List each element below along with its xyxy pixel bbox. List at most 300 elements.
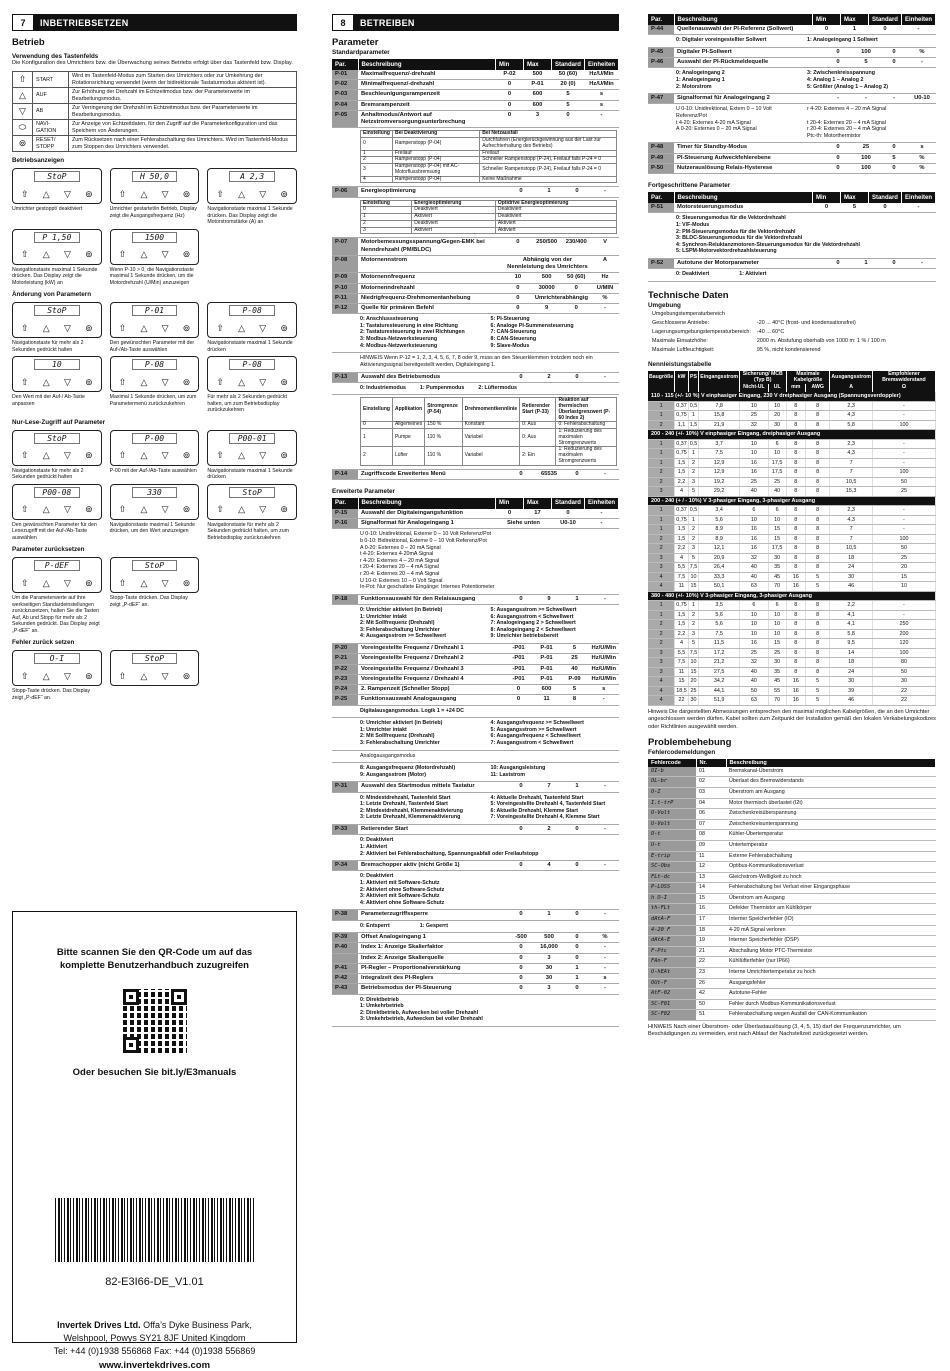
key-description: Zum Rücksetzen nach einer Fehlerabschaltung des Umrichters. Wird im Tastenfeld-Modus zum Stoppen des Umrichters verwendet. (69, 136, 297, 152)
fault-code: th-FLt (648, 904, 696, 915)
parameter-default: 5 (880, 153, 908, 163)
fault-code: AtF-02 (648, 989, 696, 1000)
keypad-button-icon: ⇧ (21, 450, 29, 461)
parameter-description: Zugriffscode Erweitertes Menü (358, 470, 507, 480)
display-buttons (216, 377, 288, 388)
display-step (12, 229, 102, 287)
heading-rating-table: Nennleistungstabelle (648, 360, 712, 368)
parameter-table (332, 373, 619, 383)
option-text: 9: Umrichter betriebsbereit (490, 633, 559, 640)
qr-code[interactable] (123, 989, 187, 1053)
parameter-max: P-01 (523, 80, 551, 90)
parameter-row (332, 100, 619, 110)
keypad-button-icon: ⇧ (21, 577, 29, 588)
column-header: Standard (551, 498, 584, 509)
parameter-row (332, 963, 619, 973)
parameter-row (648, 94, 936, 104)
parameter-unit: % (908, 163, 936, 173)
parameter-table (332, 470, 619, 480)
rating-cell: 10 (872, 582, 935, 592)
rating-cell: 10,5 (830, 544, 873, 554)
parameter-row (332, 685, 619, 695)
rating-subheader (688, 384, 699, 392)
rating-cell: 3 (648, 667, 675, 677)
tech-row (650, 320, 888, 327)
rating-cell: 8 (805, 620, 829, 630)
rating-cell: - (872, 601, 935, 611)
option-cell: Deaktiviert (495, 207, 616, 214)
rating-cell: 22 (872, 696, 935, 706)
rating-cell: 8 (805, 667, 829, 677)
keypad-button-icon: ⇧ (118, 577, 127, 588)
heading-extended-params: Erweiterte Parameter (332, 487, 396, 495)
parameter-table (648, 143, 936, 174)
parameter-description: PI-Steuerung Aufweckfehlerebene (674, 153, 824, 163)
rating-cell: 18 (830, 553, 873, 563)
option-cell: 0: Fehlerabschaltung (556, 422, 617, 429)
rating-cell: 16 (739, 468, 768, 478)
rating-cell: 22 (872, 686, 935, 696)
rating-cell: 8 (786, 563, 805, 573)
parameter-row (332, 654, 619, 664)
rating-col-header: Empfohlener Bremswiderstand (872, 371, 935, 384)
parameter-default: 0 (880, 163, 908, 173)
parameter-unit: Hz/U/Min (589, 664, 619, 674)
parameter-unit: U/MIN (591, 283, 619, 293)
keypad-button-icon: ▽ (161, 504, 169, 515)
option-cell: 0: Aus (520, 422, 556, 429)
tech-label: Maximale Einsatzhöhe: (652, 337, 708, 344)
display-caption: Navigationstaste maximal 1 Sekunde drücken (207, 340, 293, 353)
rating-cell: 8 (786, 534, 805, 544)
parameter-options (332, 314, 619, 353)
option-table-wrap (332, 395, 619, 469)
option-text: 5: LSPM-Motorvektordrehzahlsteuerung (676, 248, 777, 255)
keypad-button-icon: ⊚ (182, 504, 191, 515)
website-link[interactable]: www.invertekdrives.com (98, 1359, 211, 1371)
option-text: 8: CAN-Steuerung (490, 336, 537, 343)
parameter-max: 3 (535, 984, 563, 994)
rating-cell: 25 (872, 487, 935, 497)
parameter-row (332, 644, 619, 654)
rating-cell: 4 (648, 582, 675, 592)
rating-row (648, 487, 936, 497)
parameter-description: Quelle für primären Befehl (358, 304, 504, 314)
display-caption: Den gewünschten Parameter für den Lesezugriff mit der Auf-/Ab-Taste auswählen (12, 521, 97, 541)
option-cell: Freilauf (392, 150, 479, 157)
option-text: 6: Analoge PI-Summensteuerung (490, 322, 574, 329)
option-col-header: Bei Netzausfall (480, 131, 617, 138)
keypad-button-icon: △ (42, 504, 50, 515)
display-caption: P-00 mit der Auf-/Ab-Taste auswählen (109, 467, 197, 474)
parameter-min: 10 (504, 273, 532, 283)
rating-cell: 15 (872, 572, 935, 582)
display-step (12, 650, 102, 701)
rating-cell: 8 (805, 515, 829, 525)
keypad-button-icon: △ (140, 249, 148, 260)
option-table (360, 200, 617, 235)
fault-description: Defekter Thermistor am Kühlkörper (726, 904, 936, 915)
rating-cell: 16 (786, 572, 805, 582)
option-text: 4: Synchron-Reluktanzmotoren-Steuerungsmodus für die Vektordrehzahl (676, 241, 860, 248)
option-text: 7: CAN-Steuerung (490, 329, 537, 336)
option-text: 0: Deaktiviert (676, 271, 710, 278)
rating-row (648, 620, 936, 630)
parameter-tables (332, 59, 619, 1027)
keypad-row (13, 120, 297, 136)
keypad-button-icon: ▽ (63, 376, 71, 387)
parameter-row (332, 238, 619, 255)
parameter-unit: - (591, 984, 619, 994)
parameter-row (332, 519, 619, 529)
rating-cell: 5 (805, 686, 829, 696)
phone-fax: Tel: +44 (0)1938 556868 Fax: +44 (0)1938 556869 (53, 1345, 256, 1356)
option-text: 5: Ausgangsstrom >= Schwellwert (490, 726, 577, 733)
parameter-options (332, 706, 619, 719)
parameter-max: 30 (535, 963, 563, 973)
parameter-description: Bremschopper aktiv (nicht Größe 1) (358, 861, 507, 871)
parameter-row (648, 153, 936, 163)
parameter-unit: Hz/U/Min (589, 644, 619, 654)
rating-cell: 1 (648, 601, 675, 611)
parameter-range: Abhängig von der Nennleistung des Umrichters (504, 255, 591, 272)
option-text: 0: Deaktiviert (360, 837, 394, 844)
rating-cell: 8 (805, 658, 829, 668)
option-row (361, 214, 617, 221)
section-header (332, 14, 619, 31)
option-text: 1: Gesperrt (419, 922, 448, 929)
parameter-description: Parameterzugriffssperre (358, 910, 507, 920)
option-cell: Aktiviert (412, 214, 496, 221)
drive-display (12, 302, 102, 338)
option-cell: 1 (361, 150, 393, 157)
fault-code: O-t (648, 830, 696, 841)
rating-cell: 40 (768, 487, 786, 497)
fault-description: Gleichstrom-Welligkeit zu hoch (726, 872, 936, 883)
option-text: 1: Aktiviert mit Software-Schutz (360, 879, 440, 886)
option-cell: 3 (361, 227, 412, 234)
rating-cell: 55 (768, 686, 786, 696)
key-name: NAVI-GATION (33, 120, 69, 136)
parameter-options (332, 995, 619, 1027)
rating-cell: 3 (648, 648, 675, 658)
option-cell: 2: Ein (520, 447, 556, 465)
parameter-number: P-34 (332, 861, 358, 871)
rating-cell: 4,3 (830, 411, 873, 421)
parameter-description: Nutzerauslösung Relais-Hysterese (674, 163, 824, 173)
rating-cell: 2,3 (830, 401, 873, 411)
rating-cell: 6 (768, 439, 786, 449)
parameter-max: 100 (852, 48, 880, 58)
parameter-table (332, 782, 619, 792)
option-text: 5: Ausgangsstrom >= Schwellwert (490, 607, 577, 614)
parameter-unit: - (584, 509, 618, 519)
parameter-unit: - (591, 963, 619, 973)
rating-cell: 8 (805, 420, 829, 430)
display-caption: Navigationstaste für mehr als 2 Sekunden gedrückt halten, um zum Betriebsdisplay zurückzukehren (207, 521, 289, 541)
fault-description: Fehler durch Modbus-Kommunikationsverlust (726, 999, 936, 1010)
heading-advanced-params: Fortgeschrittene Parameter (648, 182, 731, 190)
rating-cell: 8 (805, 534, 829, 544)
parameter-number: P-04 (332, 100, 358, 110)
parameter-min: 0 (507, 825, 535, 835)
parameter-max: Umrichterabhängig (532, 293, 591, 303)
rating-cell: 8 (786, 449, 805, 459)
option-text: 5: PI-Steuerung (490, 316, 530, 323)
parameter-row (332, 470, 619, 480)
parameter-number: P-51 (648, 203, 674, 213)
rating-cell: 0,75 (676, 516, 687, 523)
rating-col-header: Baugröße (648, 371, 675, 384)
display-buttons (21, 504, 93, 515)
fault-number: 09 (696, 840, 726, 851)
rating-cell: 8 (805, 449, 829, 459)
rating-cell: 40 (739, 667, 768, 677)
column-header: Standard (868, 14, 901, 25)
parameter-default: 50 (60) (561, 273, 591, 283)
parameter-unit: - (591, 187, 619, 197)
option-text: 1: Letzte Drehzahl, Tastenfeld Start (360, 801, 448, 808)
option-text: r 4-20: Externes 4 – 20 mA Signal (360, 557, 440, 564)
parameter-min: 0 (824, 48, 852, 58)
parameter-number: P-49 (648, 153, 674, 163)
key-icon: ⬭ (13, 120, 33, 136)
fault-row (648, 925, 936, 936)
option-text: 6: Ausgangsfrequenz < Schwellwert (490, 733, 581, 740)
rating-cell: 10 (739, 401, 768, 411)
rating-cell: 2 (648, 477, 675, 487)
option-cell: Deaktiviert (412, 220, 496, 227)
parameter-row (332, 283, 619, 293)
heading-change-params: Änderung von Parametern (12, 291, 92, 299)
rating-cell: 2 (648, 629, 675, 639)
parameter-description: Motornennfrequenz (358, 273, 504, 283)
parameter-min: -P01 (505, 654, 533, 664)
display-readout: P 1,50 (34, 232, 80, 243)
display-readout: P00-01 (229, 433, 275, 444)
rating-cell: 8 (805, 506, 829, 516)
rating-col-header: Eingangsstrom (699, 371, 740, 384)
column-header: Min (812, 192, 840, 203)
display-readout: StoP (34, 433, 80, 444)
fault-code: SC-F02 (648, 1010, 696, 1021)
rating-row (648, 506, 936, 516)
parameter-description: Quellenauswahl der PI-Referenz (Sollwert) (674, 25, 812, 35)
option-text: 2: Tastaturesteuerung in zwei Richtungen (360, 329, 465, 336)
rating-cell: 0,75 (676, 450, 687, 457)
rating-cell: 4 (648, 686, 675, 696)
parameter-options (648, 104, 936, 143)
parameter-default: 20 (0) (551, 80, 584, 90)
parameter-row (332, 70, 619, 80)
option-text: 5: Voreingestellte Drehzahl 4, Tastenfeld Start (490, 801, 606, 808)
fault-description: Interne Umrichtertemperatur zu hoch (726, 968, 936, 979)
rating-cell: 1 (648, 458, 675, 468)
fault-number: 01 (696, 767, 726, 777)
parameter-table (332, 644, 619, 705)
parameter-header-row (648, 14, 936, 25)
parameter-max: 600 (533, 685, 561, 695)
parameter-unit: s (591, 974, 619, 984)
fault-number: 51 (696, 1010, 726, 1021)
rating-cell: 33,3 (699, 572, 740, 582)
parameter-min: 0 (495, 90, 523, 100)
rating-cell: 1 (648, 515, 675, 525)
option-text: 6: Ausgangsstrom < Schwellwert (490, 613, 574, 620)
option-text: 1: Analogeingang 1 Sollwert (807, 37, 878, 44)
fault-description: Überstrom am Ausgang (726, 893, 936, 904)
rating-cell: 10 (768, 401, 786, 411)
rating-cell: 5,5 (675, 648, 689, 658)
rating-cell: 4 (675, 639, 689, 649)
option-text: 1: Aktiviert (360, 843, 388, 850)
display-step (12, 356, 102, 414)
fault-code-table (648, 759, 936, 1021)
fault-row (648, 989, 936, 1000)
heading-keypad: Verwendung des Tastenfelds (12, 53, 99, 60)
parameter-max: 3 (535, 953, 563, 963)
parameter-options (332, 353, 619, 372)
parameter-min: 0 (507, 187, 535, 197)
rating-subheader: AWG (805, 384, 829, 392)
option-cell: 110 % (425, 447, 462, 465)
parameter-min: 0 (507, 943, 535, 953)
option-text: 0: Umrichter aktiviert (in Betrieb) (360, 607, 443, 614)
parameter-description: Energieoptimierung (358, 187, 507, 197)
option-col-header: Drehmomentkennlinie (462, 398, 520, 422)
keypad-button-icon: △ (140, 504, 148, 515)
parameter-max: 500 (532, 273, 562, 283)
parameter-default: 0 (563, 825, 591, 835)
rating-cell: 2,2 (830, 601, 873, 611)
rating-cell: 1,5 (675, 458, 689, 468)
parameter-default: U0-10 (551, 519, 584, 529)
option-text: 0: Entsperrt (360, 922, 390, 929)
rating-cell: 8 (786, 487, 805, 497)
option-text: 3: Fehlerabschaltung Umrichter (360, 739, 440, 746)
fault-code: P-LOSS (648, 883, 696, 894)
display-readout: P-08 (132, 359, 178, 370)
display-buttons (216, 189, 288, 200)
fault-number: 15 (696, 893, 726, 904)
keypad-button-icon: △ (140, 376, 148, 387)
display-caption: Maximal 1 Sekunde drücken, um zum Parametermenü zurückzukehren (109, 394, 197, 407)
parameter-row (648, 25, 936, 35)
parameter-default: 50 (60) (551, 70, 584, 80)
rating-row (648, 534, 936, 544)
parameter-min: P-02 (495, 70, 523, 80)
fault-number: 08 (696, 830, 726, 841)
option-text: 10: Ausgangsleistung (490, 765, 546, 772)
option-cell: Durchfahren (Energierückgewinnung aus der Last zur Aufrechterhaltung des Betriebs) (480, 138, 617, 151)
parameter-number: P-45 (648, 48, 674, 58)
option-text: 3: Modbus-Netzwerksteuerung (360, 336, 438, 343)
fault-number: 50 (696, 999, 726, 1010)
rating-subheader: Nicht-UL (739, 384, 768, 392)
display-grid-read-only (12, 430, 297, 542)
parameter-description: Integralzeit des PI-Reglers (358, 974, 507, 984)
fault-description: Interner Speicherfehler (DSP) (726, 936, 936, 947)
parameter-default: 0 (563, 984, 591, 994)
keypad-button-icon: ⊚ (182, 249, 191, 260)
parameter-description: Bremsrampenzeit (358, 100, 495, 110)
option-text: 3: Aktiviert mit Software-Schutz (360, 893, 440, 900)
column-header: Par. (332, 498, 358, 509)
option-cell: Schneller Rampenstopp (P-24), Freilauf falls P-24 = 0 (480, 164, 617, 177)
rating-subheader-row (648, 384, 936, 392)
rating-cell: 16 (786, 677, 805, 687)
parameter-unit: - (591, 953, 619, 963)
parameter-description: Signalformat für Analogeingang 2 (674, 94, 824, 104)
parameter-number: P-05 (332, 110, 358, 127)
parameter-min: 0 (507, 910, 535, 920)
display-step (110, 356, 200, 414)
keypad-button-icon: △ (42, 188, 50, 199)
drive-display (12, 168, 102, 204)
drive-display (110, 484, 200, 520)
rating-subheader: A (830, 384, 873, 392)
rating-cell: 8 (805, 601, 829, 611)
rating-cell: 1 (648, 401, 675, 411)
column-header: Par. (332, 59, 358, 70)
drive-display (12, 229, 102, 265)
parameter-max: 100 (852, 153, 880, 163)
option-row (361, 220, 617, 227)
parameter-min: 0 (507, 963, 535, 973)
keypad-button-icon: △ (42, 249, 50, 260)
rating-cell: 27,5 (699, 667, 740, 677)
parameter-min: 0 (504, 238, 532, 255)
rating-cell: 8 (786, 420, 805, 430)
parameter-unit: % (908, 153, 936, 163)
parameter-default: 0 (563, 953, 591, 963)
parameter-default: 5 (561, 685, 589, 695)
parameter-unit: - (591, 782, 619, 792)
section-number: 8 (332, 14, 354, 31)
rating-cell: 46 (830, 582, 873, 592)
column-header: Standard (551, 59, 584, 70)
option-cell: Pumpe (392, 429, 424, 447)
rating-cell: 8 (805, 487, 829, 497)
keypad-button-icon: ⇧ (21, 376, 29, 387)
rating-cell: 4 (648, 572, 675, 582)
option-text: 2: PM-Steuerungsmodus für die Vektordrehzahl (676, 228, 796, 235)
parameter-min: 0 (505, 685, 533, 695)
option-text: b 0-10: Bidirektional, Externe 0 – 10 Volt Referenz/Pot (360, 537, 487, 544)
parameter-description: Retierender Start (358, 825, 507, 835)
parameter-row (332, 110, 619, 127)
rating-cell: 25 (739, 477, 768, 487)
fault-row (648, 893, 936, 904)
parameter-unit: - (591, 861, 619, 871)
section-header (12, 14, 297, 31)
parameter-table (648, 94, 936, 104)
tech-value: -20 ... 40°C (frost- und kondensationsfrei) (756, 319, 856, 326)
rating-cell: 3,7 (699, 439, 740, 449)
option-text: Ptc-th: Motorthermistor (807, 132, 861, 139)
parameter-number: P-46 (648, 58, 674, 68)
display-caption: Um die Parameterwerte auf ihre werkseitigen Standardeinstellungen zurückzusetzen, halten Sie die Tasten Auf, Ab und Stopp für mehr als 2 Sekunden gedrückt. Das Display zeigt „P-dEF“ an. (12, 595, 100, 634)
option-text: 9: Slave-Modus (490, 342, 530, 349)
parameter-number: P-14 (332, 470, 358, 480)
rating-cell: 5 (805, 696, 829, 706)
option-col-header: Retierender Start (P-33) (520, 398, 556, 422)
rating-cell: 15,8 (699, 411, 740, 421)
rating-cell: 12,1 (699, 544, 740, 554)
parameter-default: 0 (563, 910, 591, 920)
option-cell: 1: Reduzierung des maximalen Stromgrenzwerts (556, 447, 617, 465)
parameter-options (332, 921, 619, 934)
